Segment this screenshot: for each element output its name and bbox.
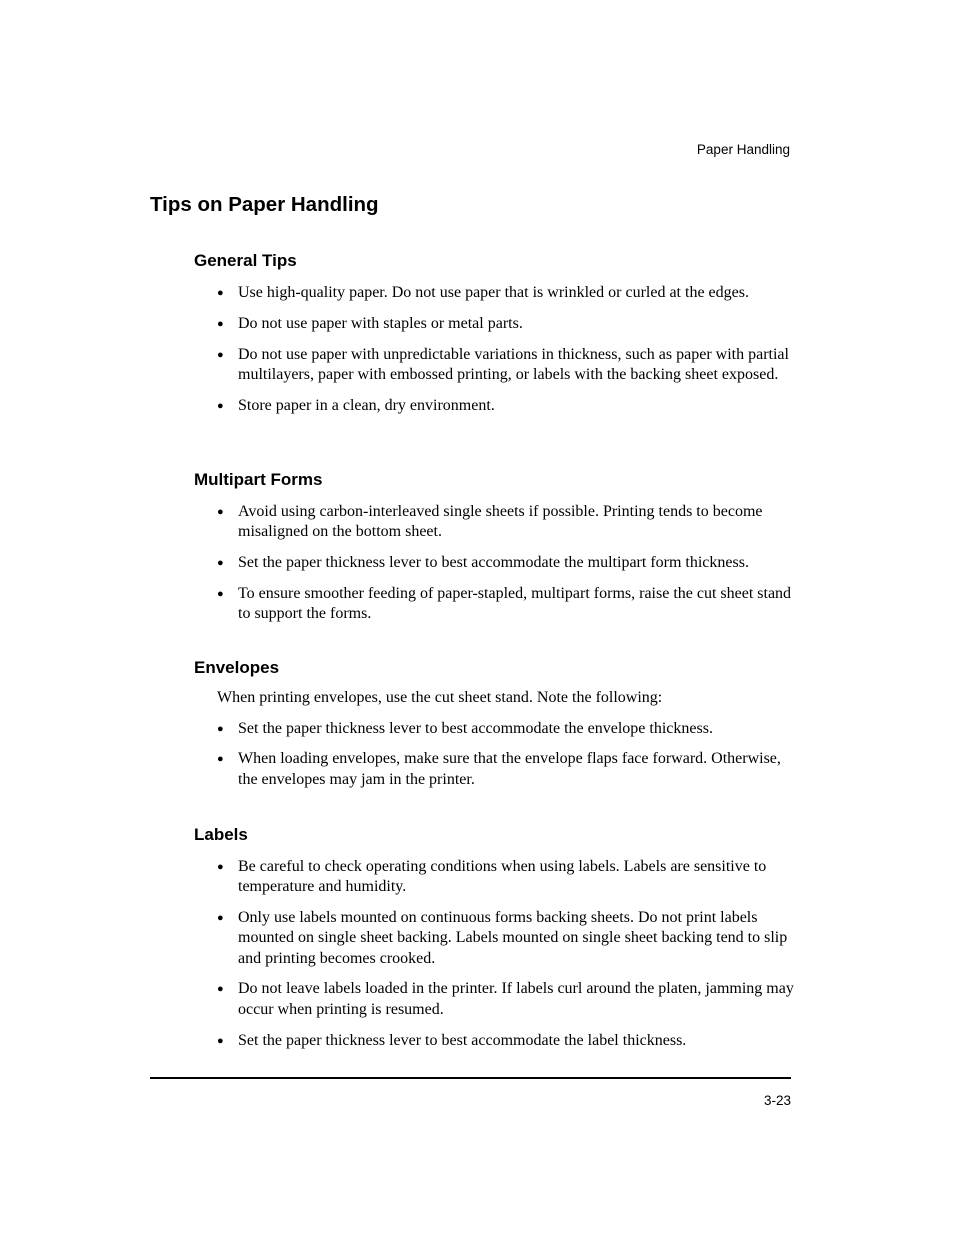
bullet-icon: ●: [217, 348, 224, 361]
tip-list: [194, 857, 794, 1051]
list-item: [194, 396, 794, 416]
list-item-text: Avoid using carbon-interleaved single sheets if possible. Printing tends to become misaligned on the bottom sheet.: [238, 503, 763, 541]
bullet-icon: ●: [217, 1034, 224, 1047]
section-labels: [194, 825, 794, 1051]
list-item: [194, 719, 794, 739]
list-item-text: Do not use paper with unpredictable variations in thickness, such as paper with partial multilayers, paper with embossed printing, or labels with the backing sheet exposed.: [238, 345, 789, 383]
section-intro: When printing envelopes, use the cut sheet stand. Note the following:: [217, 689, 663, 706]
list-item: [194, 553, 794, 573]
list-item-text: Do not use paper with staples or metal parts.: [238, 314, 523, 332]
section-heading: Envelopes: [194, 658, 280, 677]
list-item: [194, 908, 794, 969]
bullet-icon: ●: [217, 912, 224, 925]
tip-list: [194, 283, 794, 416]
bullet-icon: ●: [217, 753, 224, 766]
section-envelopes: [194, 658, 794, 790]
list-item-text: Use high-quality paper. Do not use paper that is wrinkled or curled at the edges.: [238, 284, 749, 301]
list-item: [194, 584, 794, 625]
bullet-icon: ●: [217, 506, 224, 518]
section-heading: Labels: [194, 825, 248, 844]
list-item-text: Set the paper thickness lever to best accommodate the label thickness.: [238, 1031, 687, 1049]
bullet-icon: ●: [217, 587, 224, 600]
tip-list: [194, 502, 794, 624]
tip-list: [194, 719, 794, 790]
list-item: [194, 857, 794, 898]
page-number: 3-23: [763, 1093, 791, 1108]
page-title: Tips on Paper Handling: [150, 193, 379, 216]
running-header: Paper Handling: [696, 142, 790, 157]
bullet-icon: ●: [217, 557, 224, 570]
list-item-text: Do not leave labels loaded in the printer. If labels curl around the platen, jamming may occur when printing is resumed.: [238, 980, 794, 1018]
list-item-text: When loading envelopes, make sure that the envelope flaps face forward. Otherwise, the envelopes may jam in the printer.: [238, 750, 781, 788]
list-item-text: Be careful to check operating conditions when using labels. Labels are sensitive to temperature and humidity.: [238, 858, 767, 896]
section-general-tips: [194, 251, 794, 416]
section-heading: General Tips: [194, 251, 297, 270]
list-item: [194, 1031, 794, 1051]
section-heading: Multipart Forms: [194, 470, 323, 489]
list-item: [194, 749, 794, 790]
bullet-icon: ●: [217, 861, 224, 873]
list-item-text: To ensure smoother feeding of paper-stapled, multipart forms, raise the cut sheet stand to support the forms.: [238, 584, 792, 623]
list-item: [194, 502, 794, 543]
list-item-text: Only use labels mounted on continuous forms backing sheets. Do not print labels mounted on single sheet backing. Labels mounted on single sheet backing tend to slip and printing becomes crooked.: [238, 909, 788, 967]
list-item-text: Set the paper thickness lever to best accommodate the multipart form thickness.: [238, 554, 749, 572]
section-multipart-forms: [194, 470, 794, 624]
bullet-icon: ●: [217, 317, 224, 330]
bullet-icon: ●: [217, 722, 224, 735]
list-item: [194, 314, 794, 334]
list-item-text: Set the paper thickness lever to best accommodate the envelope thickness.: [238, 719, 713, 737]
bullet-icon: ●: [217, 983, 224, 996]
list-item: [194, 979, 794, 1020]
list-item-text: Store paper in a clean, dry environment.: [238, 396, 495, 414]
bullet-icon: ●: [217, 399, 224, 412]
footer-divider: [150, 1077, 791, 1079]
list-item: [194, 345, 794, 386]
bullet-icon: ●: [217, 287, 224, 299]
list-item: [194, 283, 794, 303]
